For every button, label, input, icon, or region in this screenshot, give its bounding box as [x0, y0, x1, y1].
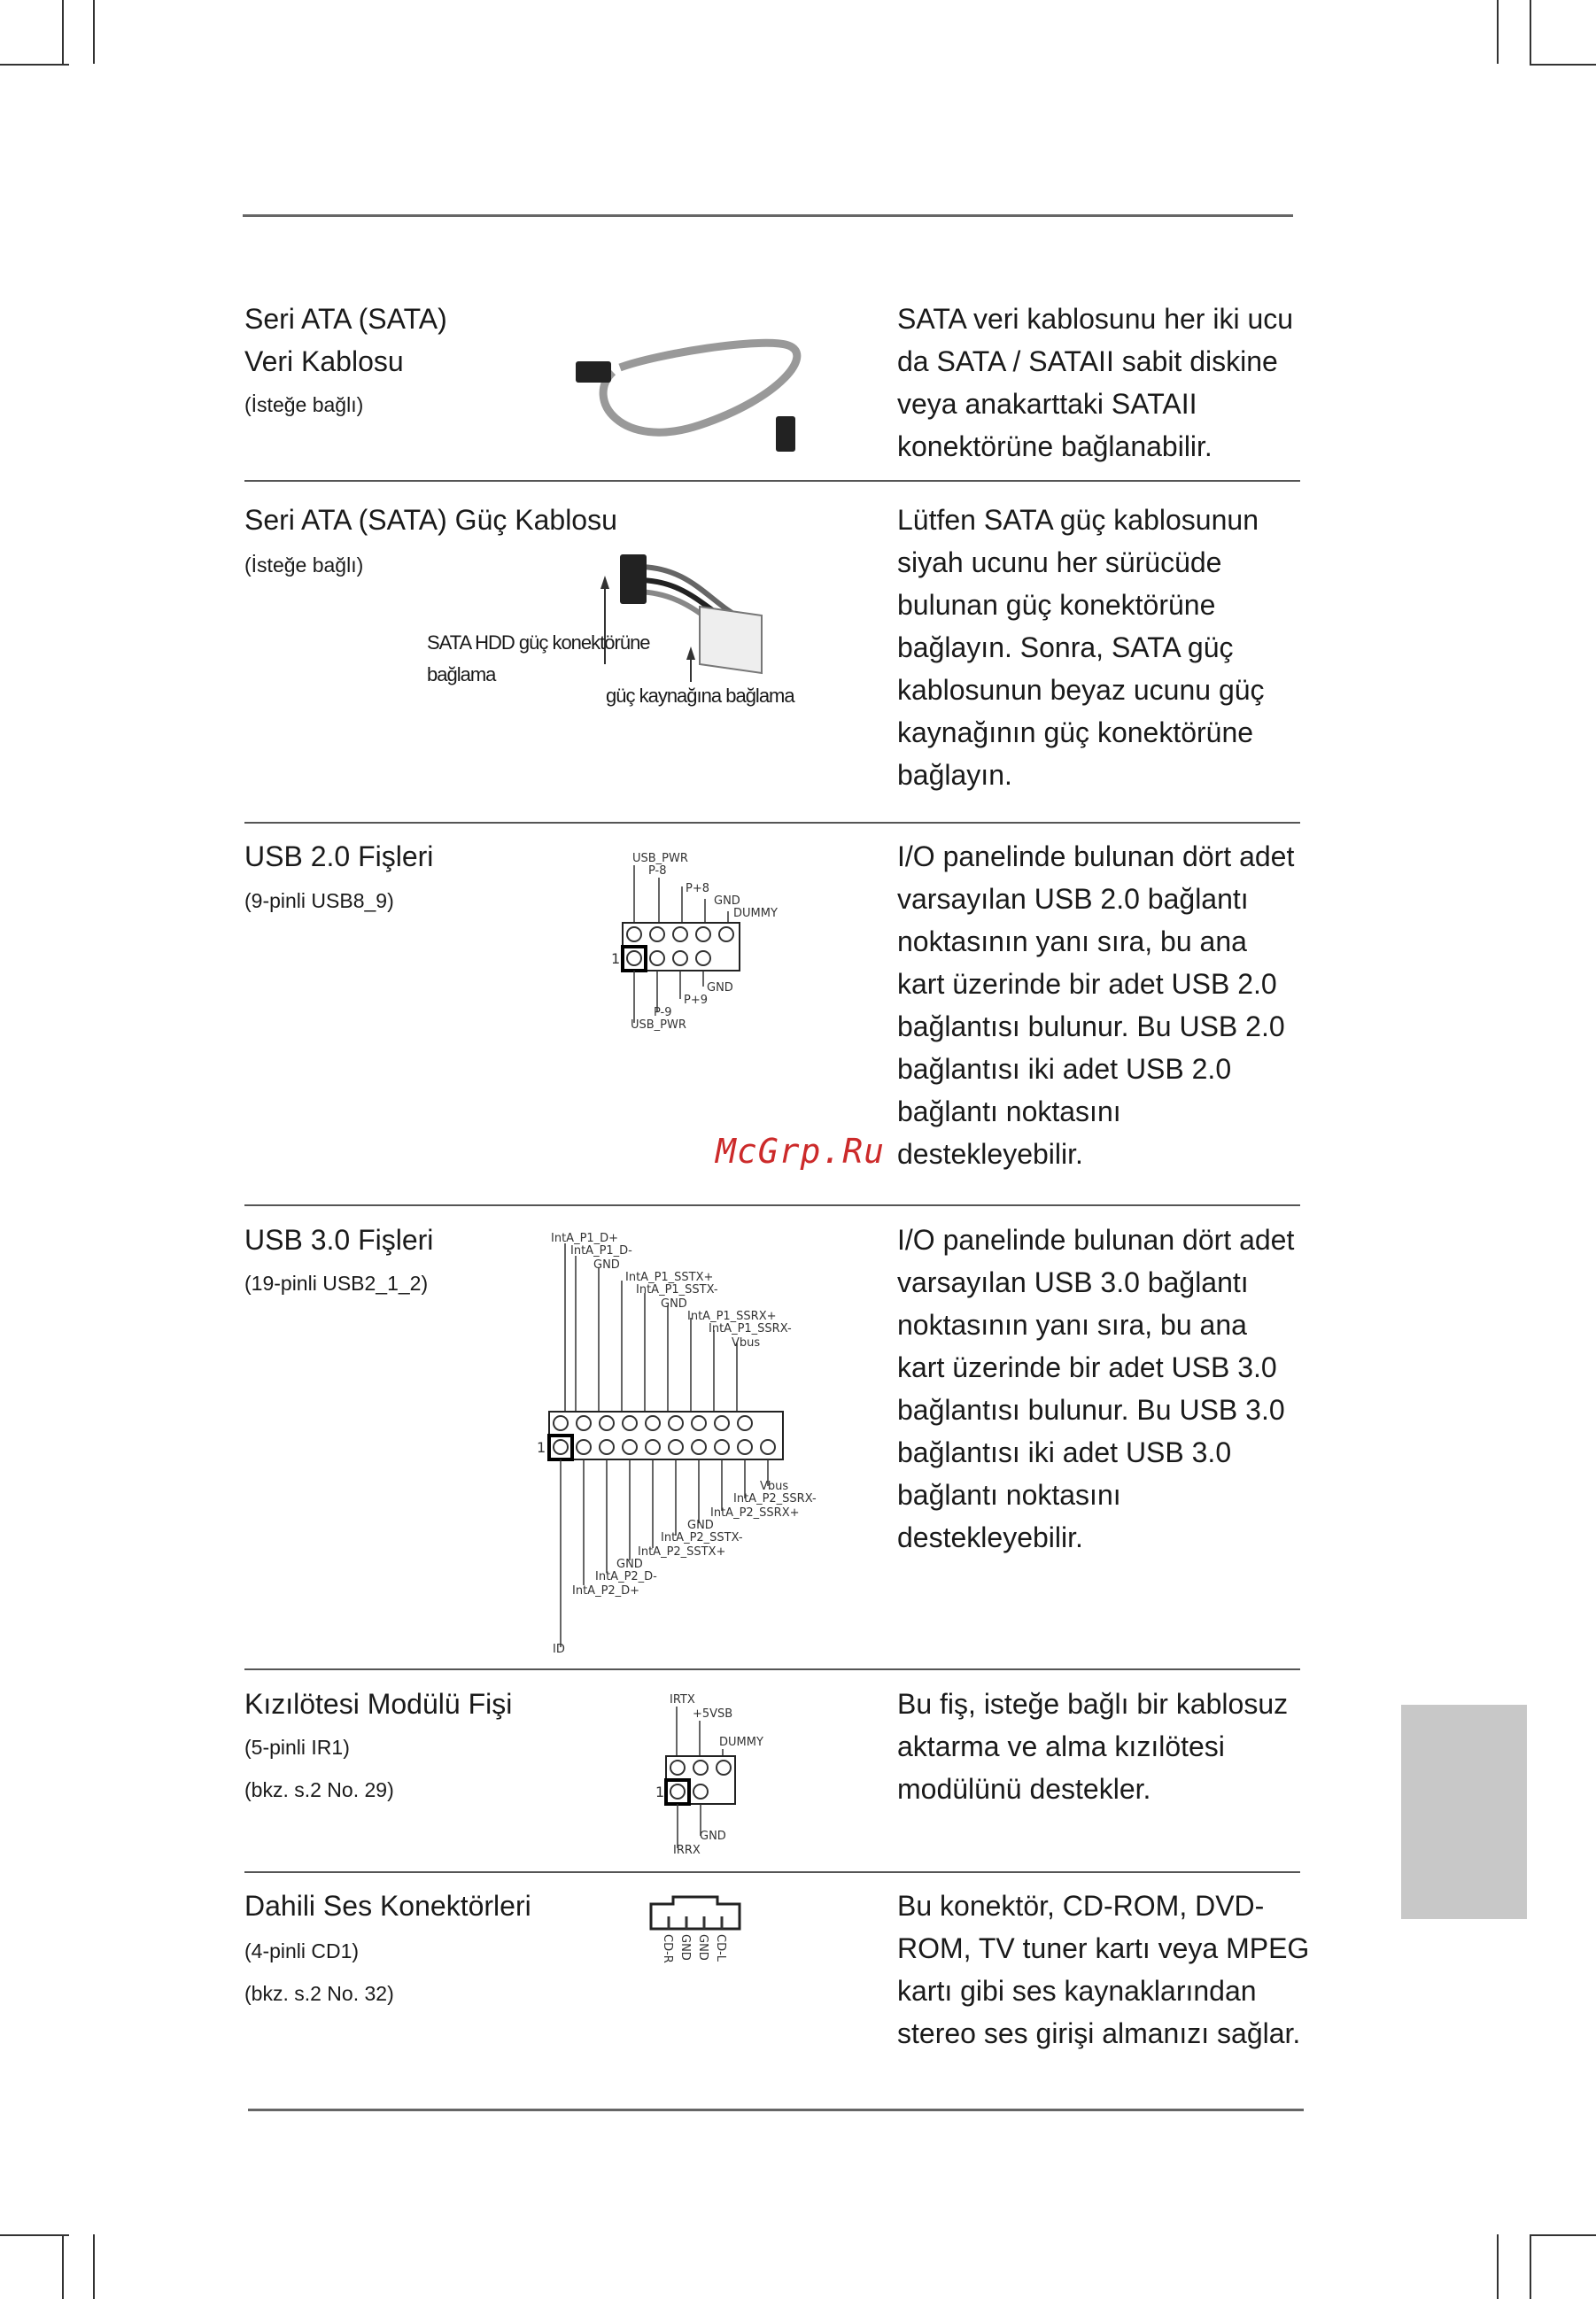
usb30-title: USB 3.0 Fişleri — [244, 1224, 434, 1256]
pin-label: CD-L — [714, 1934, 727, 1962]
pin-label: IntA_P1_SSRX+ — [687, 1310, 777, 1323]
section-divider — [244, 1871, 1300, 1873]
watermark: McGrp.Ru — [716, 1132, 886, 1171]
pin-label: IRTX — [670, 1693, 695, 1707]
ir-reference: (bkz. s.2 No. 29) — [244, 1778, 394, 1801]
pin-label: USB_PWR — [632, 852, 688, 865]
crop-mark — [62, 0, 64, 64]
crop-mark — [93, 0, 95, 64]
usb20-note: (9-pinli USB8_9) — [244, 889, 394, 912]
header-rule — [243, 214, 1293, 217]
crop-mark — [0, 2234, 69, 2236]
pin-label: IntA_P2_SSTX+ — [638, 1545, 726, 1559]
crop-mark — [0, 64, 69, 66]
sata-power-description: Lütfen SATA güç kablosunun siyah ucunu her sürücüde bulunan güç konektörüne bağlayın. Sonra, SATA güç kablosunun beyaz ucunu güç kaynağının güç konektörüne bağlayın. — [897, 504, 1265, 791]
sata-power-note: (İsteğe bağlı) — [244, 553, 364, 577]
pin-label: IntA_P1_SSRX- — [709, 1322, 792, 1335]
usb30-note: (19-pinli USB2_1_2) — [244, 1272, 429, 1295]
crop-mark — [1497, 2234, 1499, 2299]
audio-pinout-diagram — [647, 1893, 753, 2017]
pin-label: IntA_P1_D+ — [551, 1232, 619, 1245]
sata-cable-image — [567, 319, 833, 461]
ir-title: Kızılötesi Modülü Fişi — [244, 1688, 513, 1720]
pin-label: P+9 — [684, 994, 709, 1007]
section-divider — [244, 1668, 1300, 1670]
pin-label: IntA_P2_D- — [595, 1570, 657, 1583]
pin1-label: 1 — [537, 1439, 546, 1456]
pin-label: Vbus — [732, 1336, 761, 1350]
pin-label: ID — [553, 1643, 565, 1656]
crop-mark — [1530, 2234, 1596, 2236]
usb20-title: USB 2.0 Fişleri — [244, 840, 434, 872]
sata-power-title: Seri ATA (SATA) Güç Kablosu — [244, 504, 617, 536]
section-divider — [244, 480, 1300, 482]
pin-label: IntA_P1_SSTX+ — [625, 1271, 714, 1284]
pin-label: P-9 — [654, 1006, 672, 1019]
crop-mark — [93, 2234, 95, 2299]
pin-label: +5VSB — [693, 1707, 733, 1721]
usb20-description: I/O panelinde bulunan dört adet varsayılan USB 2.0 bağlantı noktasının yanı sıra, bu ana kart üzerinde bir adet USB 2.0 bağlantısı bulunur. Bu USB 2.0 bağlantısı iki adet USB 2.0 bağlantı noktasını destekleyebilir. — [897, 840, 1295, 1170]
psu-callout: güç kaynağına bağlama — [606, 685, 794, 707]
crop-mark — [62, 2234, 64, 2299]
sata-cable-description: SATA veri kablosunu her iki ucu da SATA / SATAII sabit diskine veya anakarttaki SATAII konektörüne bağlanabilir. — [897, 303, 1294, 462]
pin-label: DUMMY — [733, 907, 778, 920]
pin-label: GND — [714, 894, 740, 908]
pin-label: Vbus — [760, 1480, 789, 1493]
pin-label: IntA_P1_SSTX- — [636, 1283, 718, 1297]
audio-description: Bu konektör, CD-ROM, DVD- ROM, TV tuner kartı veya MPEG kartı gibi ses kaynaklarından stereo ses girişi almanızı sağlar. — [897, 1890, 1310, 2049]
usb30-description: I/O panelinde bulunan dört adet varsayılan USB 3.0 bağlantı noktasının yanı sıra, bu ana kart üzerinde bir adet USB 3.0 bağlantısı bulunur. Bu USB 3.0 bağlantısı iki adet USB 3.0 bağlantı noktasını destekleyebilir. — [897, 1224, 1295, 1553]
pin-label: GND — [700, 1830, 726, 1843]
footer-rule — [248, 2109, 1304, 2111]
pin-label: P-8 — [648, 864, 667, 878]
ir-description: Bu fiş, isteğe bağlı bir kablosuz aktarma ve alma kızılötesi modülünü destekler. — [897, 1688, 1289, 1805]
ir-note: (5-pinli IR1) — [244, 1736, 350, 1759]
hdd-callout: SATA HDD güç konektörüne bağlama — [427, 631, 650, 685]
pin-label: USB_PWR — [631, 1018, 686, 1032]
pin-label: GND — [687, 1519, 714, 1532]
audio-reference: (bkz. s.2 No. 32) — [244, 1982, 394, 2005]
pin-label: GND — [696, 1934, 709, 1961]
pin-label: GND — [616, 1558, 643, 1571]
pin-label: IntA_P2_SSTX- — [661, 1531, 743, 1544]
section-divider — [244, 822, 1300, 824]
pin1-label: 1 — [655, 1784, 665, 1800]
ir-pinout-diagram — [655, 1687, 797, 1864]
section-divider — [244, 1204, 1300, 1206]
pin-label: IntA_P2_SSRX- — [733, 1492, 817, 1506]
pin-label: IntA_P1_D- — [570, 1244, 632, 1258]
usb20-pinout-diagram — [608, 846, 811, 1041]
pin-label: DUMMY — [719, 1736, 763, 1749]
pin-label: GND — [678, 1934, 692, 1961]
pin-label: P+8 — [686, 882, 710, 895]
pin-label: CD-R — [661, 1934, 674, 1963]
pin-label: IRRX — [673, 1844, 701, 1857]
pin-label: GND — [661, 1297, 687, 1311]
language-tab — [1401, 1705, 1527, 1919]
crop-mark — [1530, 2234, 1531, 2299]
pin-label: GND — [707, 981, 733, 995]
sata-cable-title: Seri ATA (SATA) Veri Kablosu — [244, 303, 447, 377]
audio-note: (4-pinli CD1) — [244, 1939, 360, 1962]
crop-mark — [1497, 0, 1499, 64]
crop-mark — [1530, 64, 1596, 66]
usb30-pinout-diagram — [531, 1222, 850, 1656]
pin-label: IntA_P2_D+ — [572, 1584, 640, 1598]
pin1-label: 1 — [611, 950, 621, 967]
audio-title: Dahili Ses Konektörleri — [244, 1890, 531, 1922]
pin-label: IntA_P2_SSRX+ — [710, 1506, 800, 1520]
pin-label: GND — [593, 1258, 620, 1272]
sata-cable-note: (İsteğe bağlı) — [244, 393, 364, 416]
crop-mark — [1530, 0, 1531, 64]
